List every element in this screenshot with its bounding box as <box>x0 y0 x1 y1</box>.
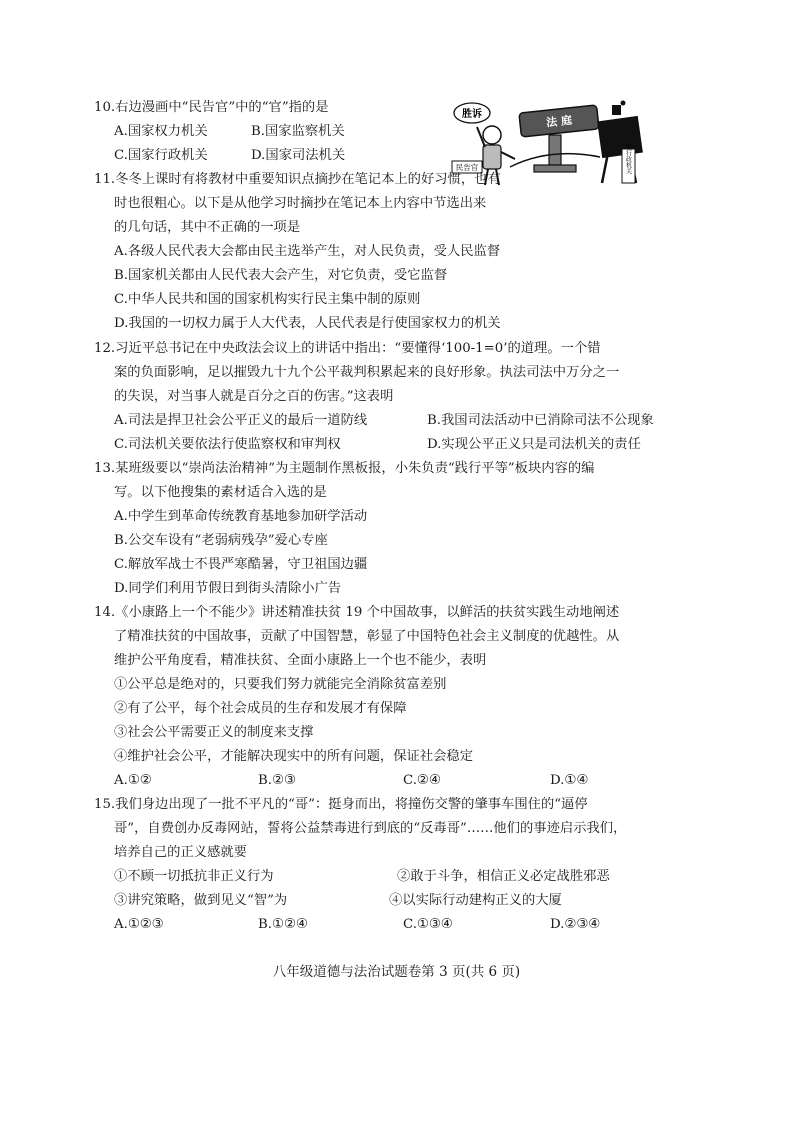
question-14-choice-b: B.②③ <box>258 773 296 788</box>
question-14-choice-c: C.②④ <box>403 773 441 788</box>
question-14-statement: ④维护社会公平，才能解决现实中的所有问题，保证社会稳定 <box>114 749 474 764</box>
defendant-label: 某行政机关 <box>624 144 632 174</box>
question-13-option-c: C.解放军战士不畏严寒酷暑，守卫祖国边疆 <box>114 557 368 572</box>
question-15-statement: ②敢于斗争，相信正义必定战胜邪恶 <box>397 869 610 884</box>
question-10-stem: 10.右边漫画中“民告官”中的“官”指的是 <box>94 100 329 115</box>
question-15-statement: ①不顾一切抵抗非正义行为 <box>114 869 274 884</box>
page-footer: 八年级道德与法治试题卷第 3 页(共 6 页) <box>272 964 521 980</box>
question-15-choice-b: B.①②④ <box>258 917 308 932</box>
question-14-choice-d: D.①④ <box>550 773 589 788</box>
question-15-stem-line: 培养自己的正义感就要 <box>114 845 247 860</box>
question-15-stem-line: 哥”，自费创办反毒网站，誓将公益禁毒进行到底的“反毒哥”……他们的事迹启示我们， <box>114 821 627 836</box>
question-11-option-c: C.中华人民共和国的国家机构实行民主集中制的原则 <box>114 292 421 307</box>
question-14-stem-line: 维护公平角度看，精准扶贫、全面小康路上一个也不能少，表明 <box>114 653 487 668</box>
defendant-figure <box>598 101 643 184</box>
question-10-option-c: C.国家行政机关 <box>114 148 208 163</box>
plaintiff-label: 民告官 <box>455 163 479 172</box>
question-12-stem: 12.习近平总书记在中央政法会议上的讲话中指出：“要懂得‘100-1=0’的道理。一个错 <box>94 341 601 356</box>
question-11-stem: 11.冬冬上课时有将教材中重要知识点摘抄在笔记本上的好习惯，也有 <box>94 172 501 187</box>
question-14-stem-line: 了精准扶贫的中国故事，贡献了中国智慧，彰显了中国特色社会主义制度的优越性。从 <box>114 629 620 644</box>
question-14-statement: ②有了公平，每个社会成员的生存和发展才有保障 <box>114 701 407 716</box>
sign-text: 胜诉 <box>462 109 482 120</box>
question-14-stem: 14.《小康路上一个不能少》讲述精准扶贫 19 个中国故事，以鲜活的扶贫实践生动地阐述 <box>94 605 620 620</box>
question-12-option-a: A.司法是捍卫社会公平正义的最后一道防线 <box>114 413 368 428</box>
question-11-option-a: A.各级人民代表大会都由民主选举产生，对人民负责，受人民监督 <box>114 244 501 259</box>
question-10-option-d: D.国家司法机关 <box>251 148 346 163</box>
question-12-option-b: B.我国司法活动中已消除司法不公现象 <box>427 413 654 428</box>
question-15-choice-d: D.②③④ <box>550 917 601 932</box>
question-15-choice-c: C.①③④ <box>403 917 453 932</box>
question-11-stem-line: 的几句话，其中不正确的一项是 <box>114 220 301 235</box>
question-11-option-b: B.国家机关都由人民代表大会产生，对它负责，受它监督 <box>114 268 448 283</box>
question-12-option-d: D.实现公平正义只是司法机关的责任 <box>427 437 641 452</box>
bench-text: 法 庭 <box>545 113 573 130</box>
question-13-stem: 13.某班级要以“崇尚法治精神”为主题制作黑板报，小朱负责“践行平等”板块内容的编 <box>94 461 595 476</box>
question-12-option-c: C.司法机关要依法行使监察权和审判权 <box>114 437 341 452</box>
court-bench <box>510 105 600 172</box>
question-15-choice-a: A.①②③ <box>114 917 164 932</box>
question-15-stem: 15.我们身边出现了一批不平凡的“哥”：挺身而出，将撞伤交警的肇事车围住的“逼停 <box>94 797 588 812</box>
question-13-option-b: B.公交车设有“老弱病残孕”爱心专座 <box>114 533 328 548</box>
question-13-stem-line: 写。以下他搜集的素材适合入选的是 <box>114 485 327 500</box>
question-12-stem-line: 案的负面影响，足以摧毁九十九个公平裁判积累起来的良好形象。执法司法中万分之一 <box>114 365 620 380</box>
question-13-option-d: D.同学们利用节假日到街头清除小广告 <box>114 581 342 596</box>
question-14-statement: ③社会公平需要正义的制度来支撑 <box>114 725 314 740</box>
question-13-option-a: A.中学生到革命传统教育基地参加研学活动 <box>114 509 368 524</box>
question-15-statement: ④以实际行动建构正义的大厦 <box>389 893 562 908</box>
question-10-option-b: B.国家监察机关 <box>251 124 345 139</box>
question-11-option-d: D.我国的一切权力属于人大代表，人民代表是行使国家权力的机关 <box>114 316 501 331</box>
question-11-stem-line: 时也很粗心。以下是从他学习时摘抄在笔记本上内容中节选出来 <box>114 196 487 211</box>
question-10-option-a: A.国家权力机关 <box>114 124 208 139</box>
question-14-choice-a: A.①② <box>114 773 152 788</box>
question-14-statement: ①公平总是绝对的，只要我们努力就能完全消除贫富差别 <box>114 677 447 692</box>
question-15-statement: ③讲究策略，做到见义“智”为 <box>114 893 288 908</box>
question-12-stem-line: 的失误，对当事人就是百分之百的伤害。”这表明 <box>114 389 394 404</box>
